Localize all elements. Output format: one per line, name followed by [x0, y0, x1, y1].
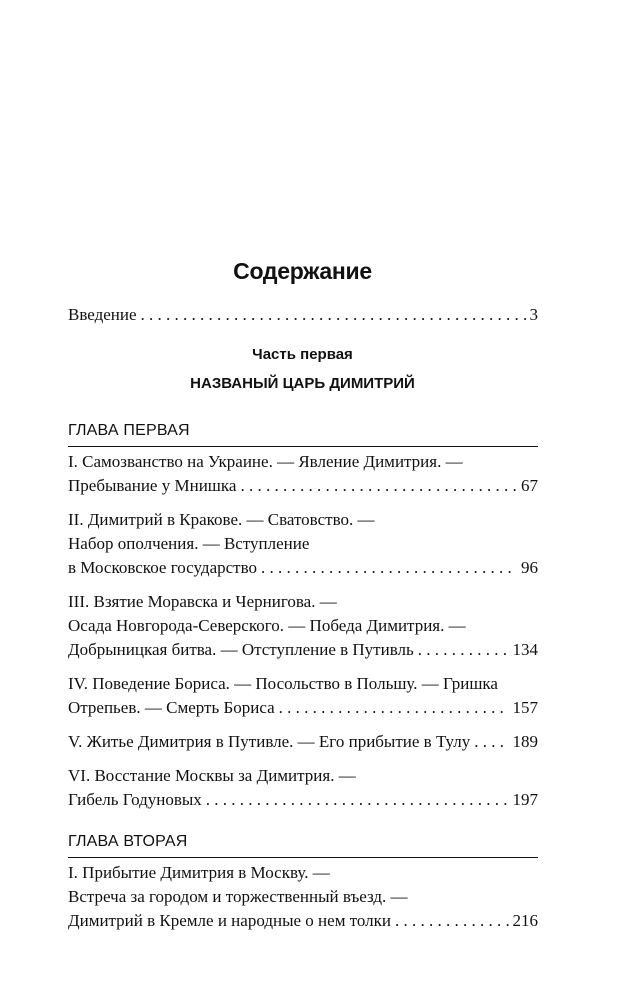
toc-entry-line: VI. Восстание Москвы за Димитрия. —: [68, 766, 356, 785]
toc-entry-line: II. Димитрий в Кракове. — Сватовство. —: [68, 510, 375, 529]
chapter-heading: ГЛАВА ВТОРАЯ: [68, 833, 188, 850]
page-title: Содержание: [233, 258, 372, 284]
toc-entry-2-1[interactable]: [68, 909, 538, 933]
toc-entry-line: Осада Новгорода-Северского. — Победа Димитрия. —: [68, 616, 466, 635]
part-title: НАЗВАНЫЙ ЦАРЬ ДИМИТРИЙ: [190, 375, 415, 392]
toc-page-number: 216: [512, 911, 538, 930]
leader-dots: [206, 788, 509, 812]
toc-entry-text: Введение: [68, 305, 137, 324]
leader-dots: [418, 638, 509, 662]
toc-entry-text: Гибель Годуновых: [68, 790, 202, 809]
leader-dots: [474, 730, 508, 754]
chapter-rule: [68, 446, 538, 447]
toc-entry-1-5[interactable]: [68, 730, 538, 754]
toc-page-number: 134: [512, 640, 538, 659]
toc-page-number: 3: [529, 305, 538, 324]
toc-entry-text: Димитрий в Кремле и народные о нем толки: [68, 911, 392, 930]
toc-entry-intro[interactable]: [68, 303, 538, 327]
toc-entry-line: IV. Поведение Бориса. — Посольство в Польшу. — Гришка: [68, 674, 498, 693]
toc-page-number: 67: [521, 476, 538, 495]
chapter-heading: ГЛАВА ПЕРВАЯ: [68, 422, 190, 439]
toc-entry-line: Встреча за городом и торжественный въезд. —: [68, 887, 408, 906]
toc-entry-line: III. Взятие Моравска и Чернигова. —: [68, 592, 337, 611]
toc-entry-line: Набор ополчения. — Вступление: [68, 534, 310, 553]
toc-entry-text: Добрыницкая битва. — Отступление в Путивль: [68, 640, 414, 659]
toc-entry-text: Отрепьев. — Смерть Бориса: [68, 698, 275, 717]
leader-dots: [141, 303, 526, 327]
chapter-rule: [68, 857, 538, 858]
toc-entry-1-2[interactable]: [68, 556, 538, 580]
toc-entry-line: I. Прибытие Димитрия в Москву. —: [68, 863, 330, 882]
toc-entry-1-1[interactable]: [68, 474, 538, 498]
toc-page-number: 189: [512, 732, 538, 751]
leader-dots: [261, 556, 517, 580]
toc-page-number: 96: [521, 558, 538, 577]
toc-entry-1-3[interactable]: [68, 638, 538, 662]
part-label: Часть первая: [252, 346, 353, 363]
leader-dots: [279, 696, 509, 720]
toc-page-number: 197: [512, 790, 538, 809]
toc-entry-text: Пребывание у Мнишка: [68, 476, 237, 495]
leader-dots: [395, 909, 508, 933]
leader-dots: [240, 474, 517, 498]
toc-page-number: 157: [512, 698, 538, 717]
toc-entry-text: в Московское государство: [68, 558, 258, 577]
toc-entry-1-6[interactable]: [68, 788, 538, 812]
toc-entry-text: V. Житье Димитрия в Путивле. — Его прибытие в Тулу: [68, 732, 471, 751]
toc-entry-1-4[interactable]: [68, 696, 538, 720]
toc-entry-line: I. Самозванство на Украине. — Явление Димитрия. —: [68, 452, 463, 471]
